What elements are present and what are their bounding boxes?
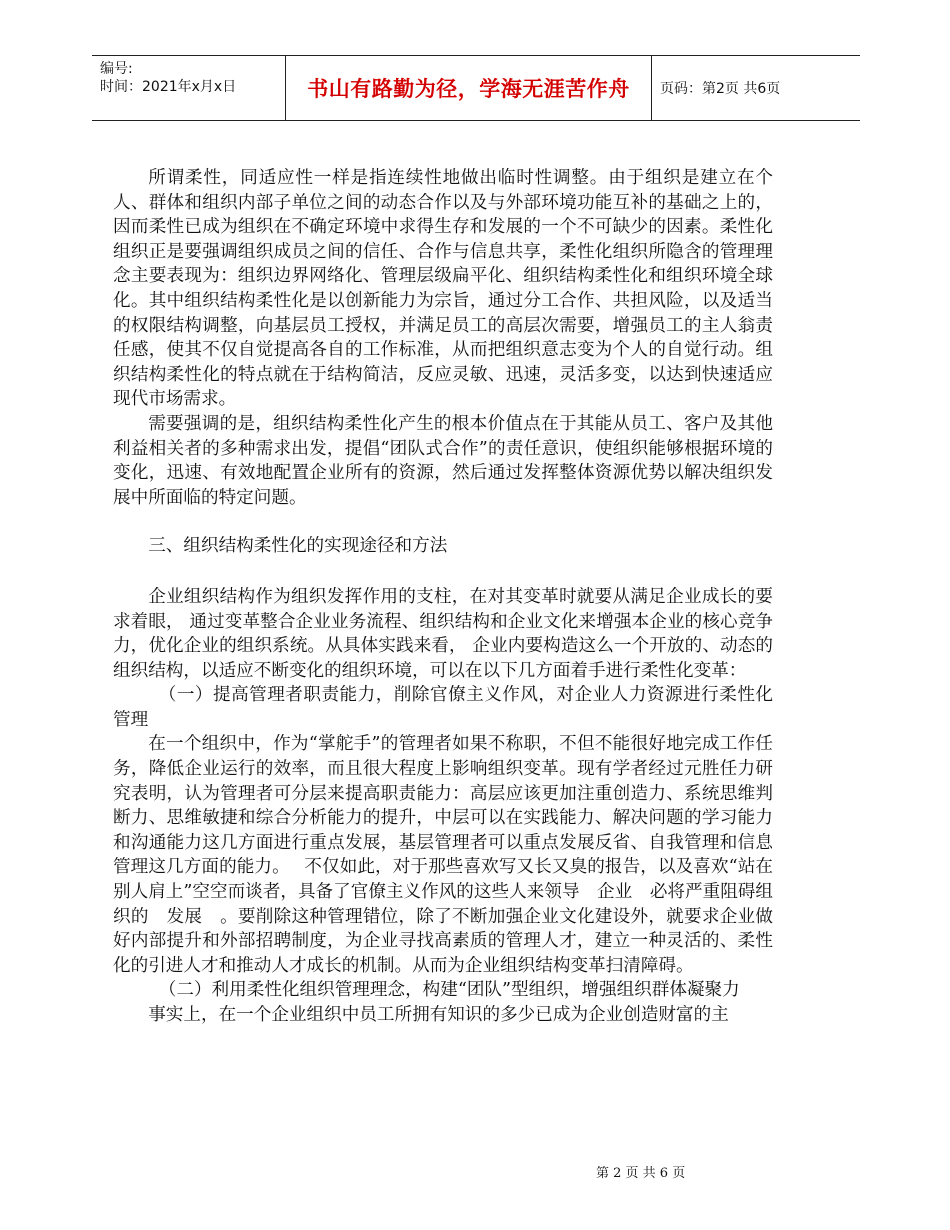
paragraph-structure-pillar: 企业组织结构作为组织发挥作用的支柱，在对其变革时就要从满足企业成长的要求着眼， 通过变革整合企业业务流程、组织结构和企业文化来增强本企业的核心竞争力，优化企业的组织系统。从具体实践来看， 企业内要构造这么一个开放的、动态的组织结构，以适应不断变化的组织环境，可以在以下几方面着手进行柔性化变革： [113,586,773,681]
paragraph-flexibility-definition: 所谓柔性，同适应性一样是指连续性地做出临时性调整。由于组织是建立在个人、群体和组织内部子单位之间的动态合作以及与外部环境功能互补的基础之上的，因而柔性已成为组织在不确定环境中求得生存和发展的一个不可缺少的因素。柔性化组织正是要强调组织成员之间的信任、合作与信息共享，柔性化组织所隐含的管理理念主要表现为：组织边界网络化、管理层级扁平化、组织结构柔性化和组织环境全球化。其中组织结构柔性化是以创新能力为宗旨，通过分工合作、共担风险，以及适当的权限结构调整，向基层员工授权，并满足员工的高层次需要，增强员工的主人翁责任感，使其不仅自觉提高各自的工作标准，从而把组织意志变为个人的自觉行动。组织结构柔性化的特点就在于结构简洁，反应灵敏、迅速，灵活多变，以达到快速适应现代市场需求。 [113,168,773,410]
paragraph-emphasis: 需要强调的是，组织结构柔性化产生的根本价值点在于其能从员工、客户及其他利益相关者的多种需求出发，提倡“团队式合作”的责任意识，使组织能够根据环境的变化，迅速、有效地配置企业所有的资源，然后通过发挥整体资源优势以解决组织发展中所面临的特定问题。 [113,413,773,508]
subsection-title-1: （一）提高管理者职责能力，削除官僚主义作风，对企业人力资源进行柔性化管理 [113,685,773,730]
page-header [92,55,860,121]
header-motto-cell [286,56,652,120]
paragraph-manager-competence: 在一个组织中，作为“掌舵手”的管理者如果不称职，不但不能很好地完成工作任务，降低企业运行的效率，而且很大程度上影响组织变革。现有学者经过元胜任力研究表明，认为管理者可分层来提高职责能力：高层应该更加注重创造力、系统思维判断力、思维敏捷和综合分析能力的提升，中层可以在实践能力、解决问题的学习能力和沟通能力这几方面进行重点发展，基层管理者可以重点发展反省、自我管理和信息管理这几方面的能力。 不仅如此，对于那些喜欢写又长又臭的报告，以及喜欢“站在别人肩上”空空而谈者，具备了官僚主义作风的这些人来领导 企业 必将严重阻碍组织的 发展 。要削除这种管理错位，除了不断加强企业文化建设外，就要求企业做好内部提升和外部招聘制度，为企业寻找高素质的管理人才，建立一种灵活的、柔性化的引进人才和推动人才成长的机制。从而为企业组织结构变革扫清障碍。 [113,734,773,976]
motto-text: 书山有路勤为径，学海无涯苦作舟 [307,77,630,101]
document-body [113,166,773,1028]
header-page-info [652,56,860,120]
section-title-3: 三、组织结构柔性化的实现途径和方法 [148,536,448,557]
code-label: 编号: [100,61,133,77]
time-label: 时间：2021年x月x日 [100,79,237,95]
page-footer: 第 2 页 共 6 页 [596,1166,686,1181]
paragraph-knowledge-wealth: 事实上，在一个企业组织中员工所拥有知识的多少已成为企业创造财富的主 [148,1005,729,1025]
header-meta [92,56,286,120]
subsection-title-2: （二）利用柔性化组织管理理念，构建“团队”型组织，增强组织群体凝聚力 [158,980,740,1001]
page-info-text: 页码：第2页 共6页 [660,81,781,97]
